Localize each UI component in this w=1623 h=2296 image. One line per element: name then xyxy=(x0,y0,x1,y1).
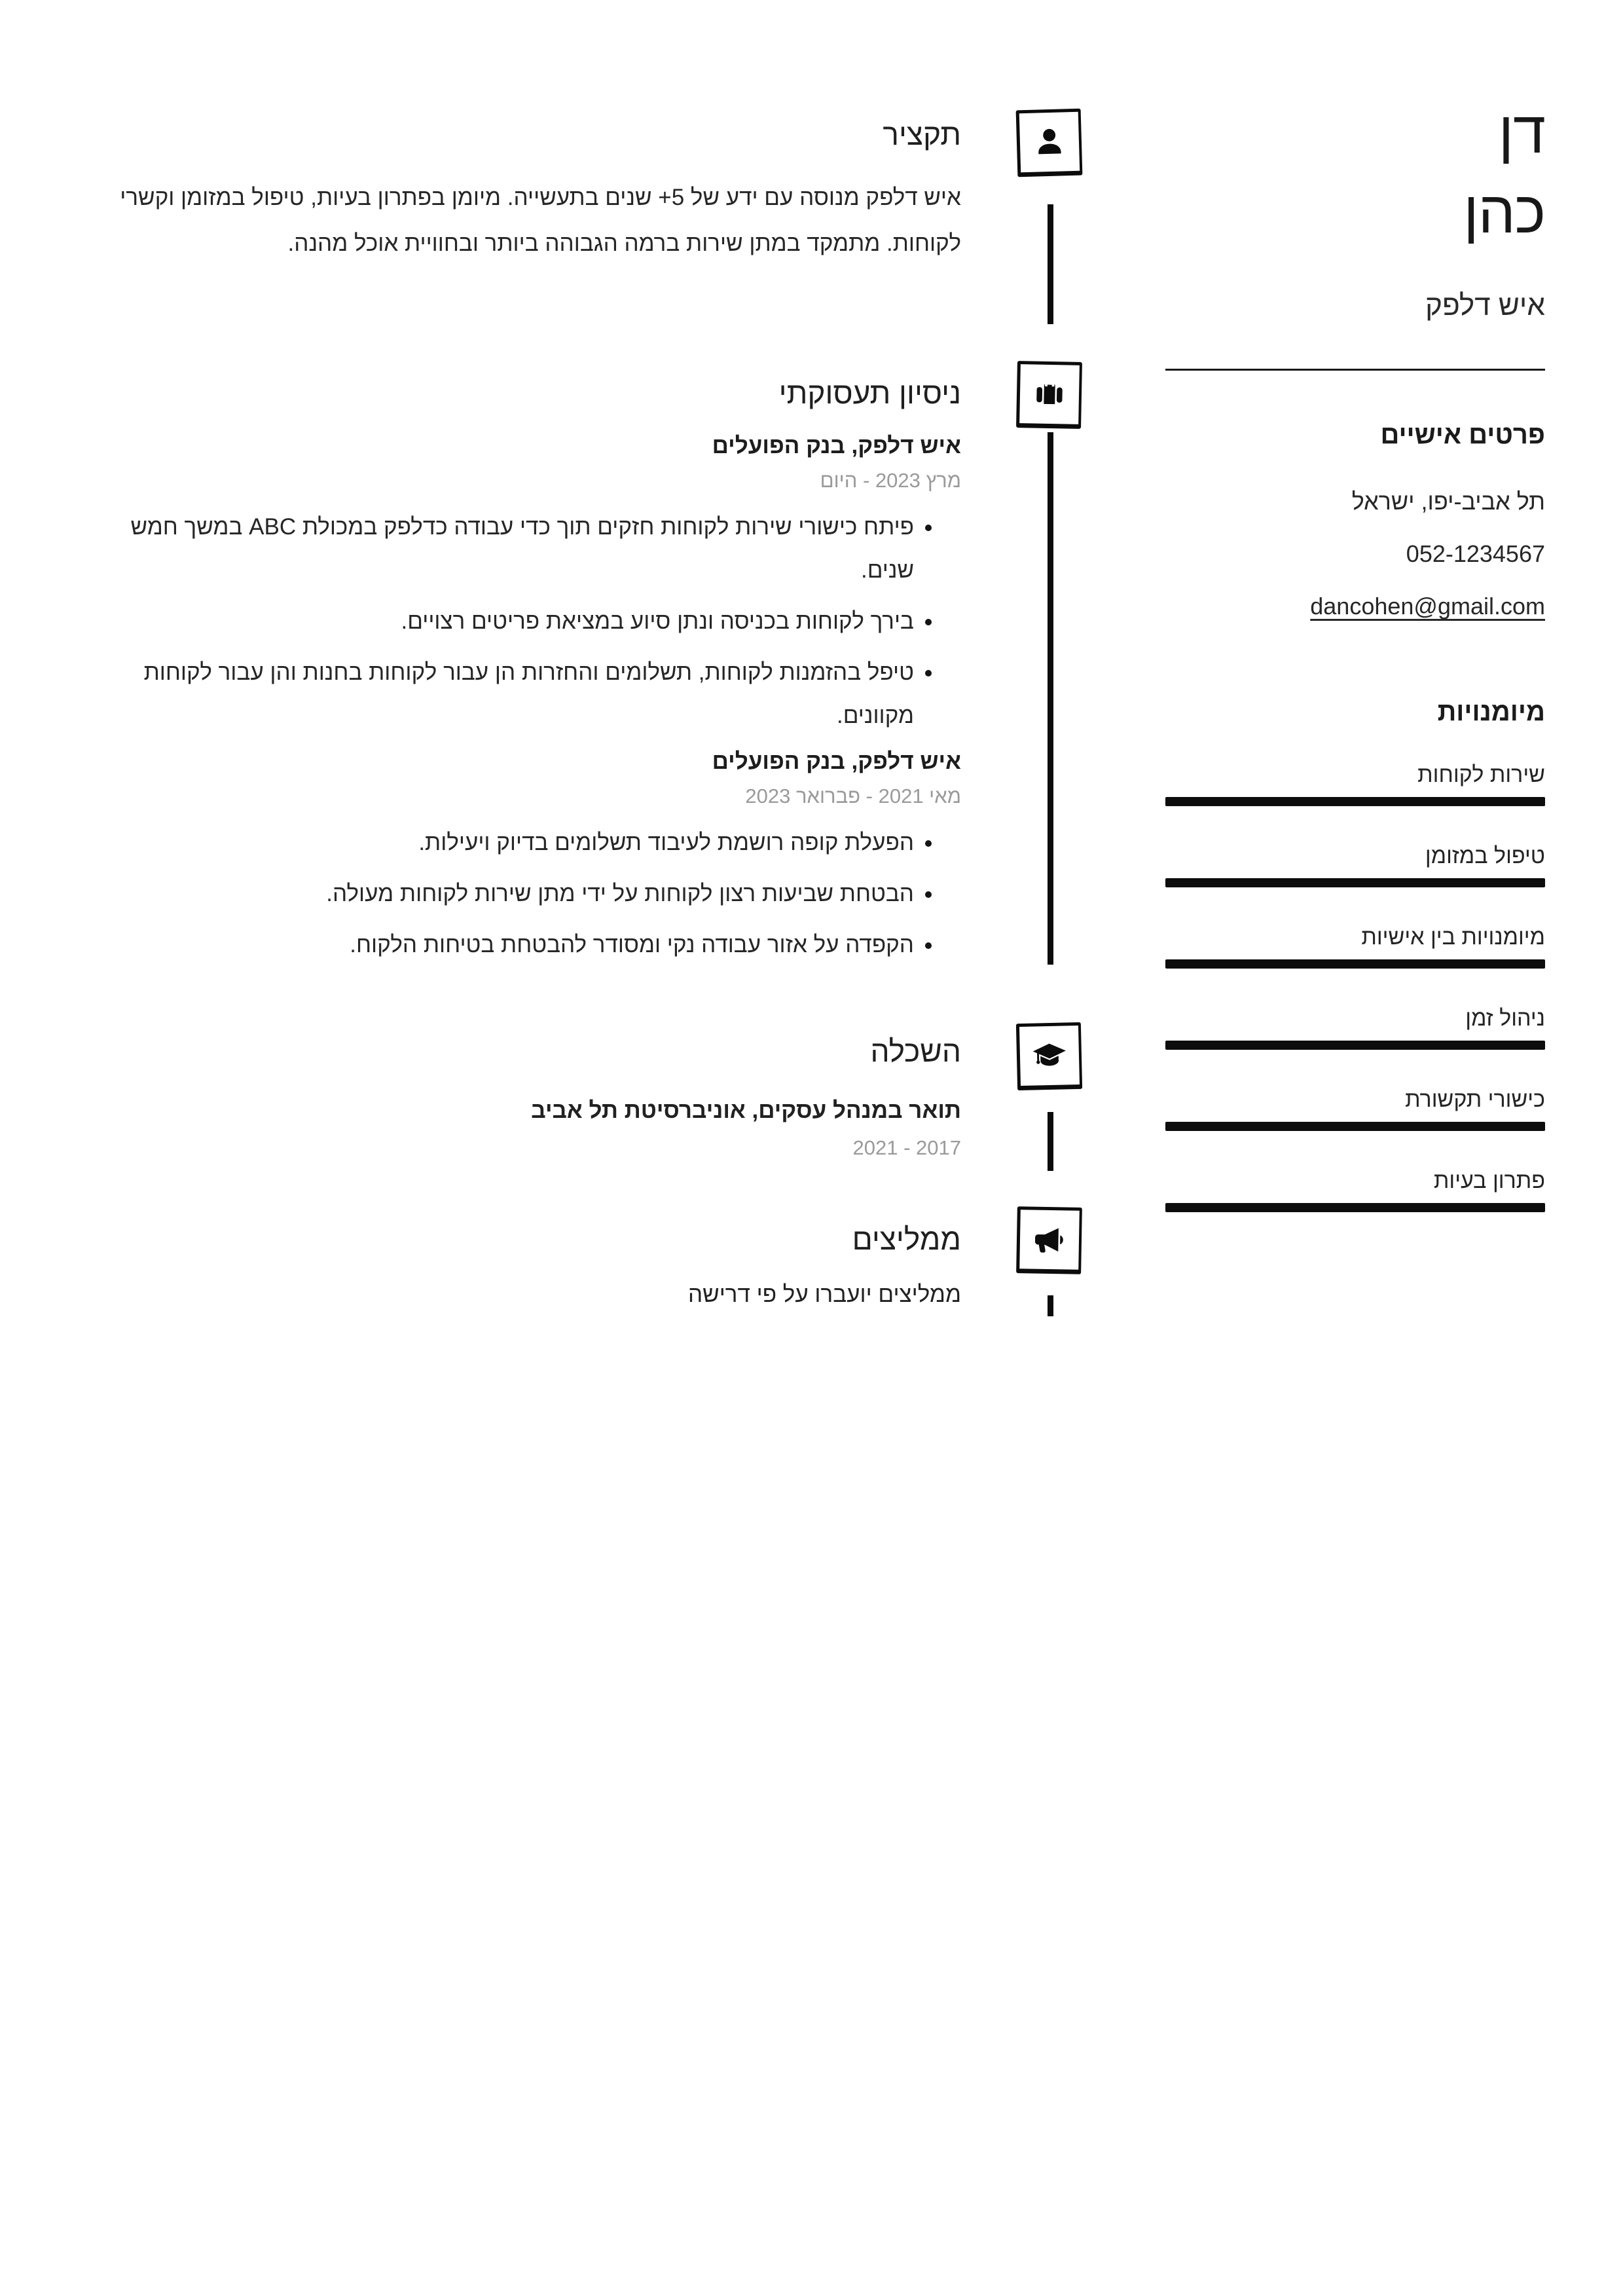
skill-item xyxy=(1165,1004,1545,1050)
skills-heading: מיומנויות xyxy=(1437,697,1545,726)
skill-item xyxy=(1165,923,1545,969)
skill-bar xyxy=(1165,878,1545,887)
skill-bar xyxy=(1165,959,1545,969)
skill-bar xyxy=(1165,1122,1545,1131)
sidebar xyxy=(1165,0,1545,1248)
skill-label: ניהול זמן xyxy=(1465,1006,1545,1031)
timeline-rail xyxy=(1017,0,1082,1375)
skill-item xyxy=(1165,1085,1545,1131)
bullet-item: • הבטחת שביעות רצון לקוחות על ידי מתן שירות לקוחות מעולה. xyxy=(73,872,914,916)
person-icon xyxy=(1016,109,1083,177)
candidate-name xyxy=(1165,93,1545,253)
job-bullets xyxy=(73,821,961,967)
section-summary xyxy=(73,117,961,267)
contact-location: תל אביב-יפו, ישראל xyxy=(1351,488,1545,515)
job-entry-2 xyxy=(73,747,961,967)
contact-phone: 052-1234567 xyxy=(1406,540,1545,567)
section-experience xyxy=(73,375,961,974)
bullet-item: • פיתח כישורי שירות לקוחות חזקים תוך כדי עבודה כדלפק במכולת ABC במשך חמש שנים. xyxy=(73,506,914,592)
skill-bar xyxy=(1165,1041,1545,1050)
skill-item xyxy=(1165,760,1545,806)
skill-label: טיפול במזומן xyxy=(1425,843,1545,868)
references-heading: ממליצים xyxy=(852,1222,961,1256)
summary-heading: תקציר xyxy=(883,117,961,151)
job-dates: מאי 2021 - פברואר 2023 xyxy=(745,785,961,808)
bullet-item: • בירך לקוחות בכניסה ונתן סיוע במציאת פריטים רצויים. xyxy=(73,600,914,643)
section-references xyxy=(73,1221,961,1310)
skill-label: פתרון בעיות xyxy=(1433,1168,1545,1193)
timeline-connector xyxy=(1048,1295,1053,1316)
briefcase-icon xyxy=(1016,361,1082,429)
candidate-first-name: דן xyxy=(1498,100,1545,166)
timeline-connector xyxy=(1048,1112,1053,1171)
experience-heading: ניסיון תעסוקתי xyxy=(778,376,961,410)
skill-label: כישורי תקשורת xyxy=(1405,1087,1545,1112)
degree-title: תואר במנהל עסקים, אוניברסיטת תל אביב xyxy=(531,1098,961,1124)
bullet-item: • הפעלת קופה רושמת לעיבוד תשלומים בדיוק ויעילות. xyxy=(73,821,914,864)
section-education xyxy=(73,1033,961,1161)
skill-bar xyxy=(1165,1203,1545,1212)
job-dates: מרץ 2023 - היום xyxy=(820,469,961,492)
contact-heading: פרטים אישיים xyxy=(1380,420,1545,449)
contact-email-link[interactable]: dancohen@gmail.com xyxy=(1310,593,1545,620)
skill-item xyxy=(1165,842,1545,887)
education-dates: 2017 - 2021 xyxy=(852,1136,961,1160)
candidate-last-name: כהן xyxy=(1463,180,1545,246)
timeline-connector xyxy=(1048,432,1053,965)
job-entry-1 xyxy=(73,431,961,737)
job-title: איש דלפק, בנק הפועלים xyxy=(712,749,961,775)
bullet-item: • טיפל בהזמנות לקוחות, תשלומים והחזרות הן עבור לקוחות בחנות והן עבור לקוחות מקוונים. xyxy=(73,651,914,737)
megaphone-icon xyxy=(1016,1206,1082,1274)
references-text: ממליצים יועברו על פי דרישה xyxy=(687,1282,961,1308)
skill-label: שירות לקוחות xyxy=(1417,762,1545,787)
sidebar-divider xyxy=(1165,369,1545,371)
summary-text: איש דלפק מנוסה עם ידע של 5+ שנים בתעשייה. מיומן בפתרון בעיות, טיפול במזומן וקשרי לקוחות. מתמקד במתן שירות ברמה הגבוהה ביותר ובחוויית אוכל מהנה. xyxy=(120,185,961,257)
skill-label: מיומנויות בין אישיות xyxy=(1361,925,1545,950)
timeline-connector xyxy=(1048,204,1053,324)
skill-item xyxy=(1165,1166,1545,1212)
skill-bar xyxy=(1165,797,1545,806)
skills-list xyxy=(1165,760,1545,1212)
job-bullets xyxy=(73,506,961,737)
bullet-item: • הקפדה על אזור עבודה נקי ומסודר להבטחת בטיחות הלקוח. xyxy=(73,923,914,967)
job-title: איש דלפק, בנק הפועלים xyxy=(712,433,961,459)
education-heading: השכלה xyxy=(870,1034,961,1068)
candidate-job-title: איש דלפק xyxy=(1425,289,1545,322)
graduation-cap-icon xyxy=(1016,1022,1082,1090)
